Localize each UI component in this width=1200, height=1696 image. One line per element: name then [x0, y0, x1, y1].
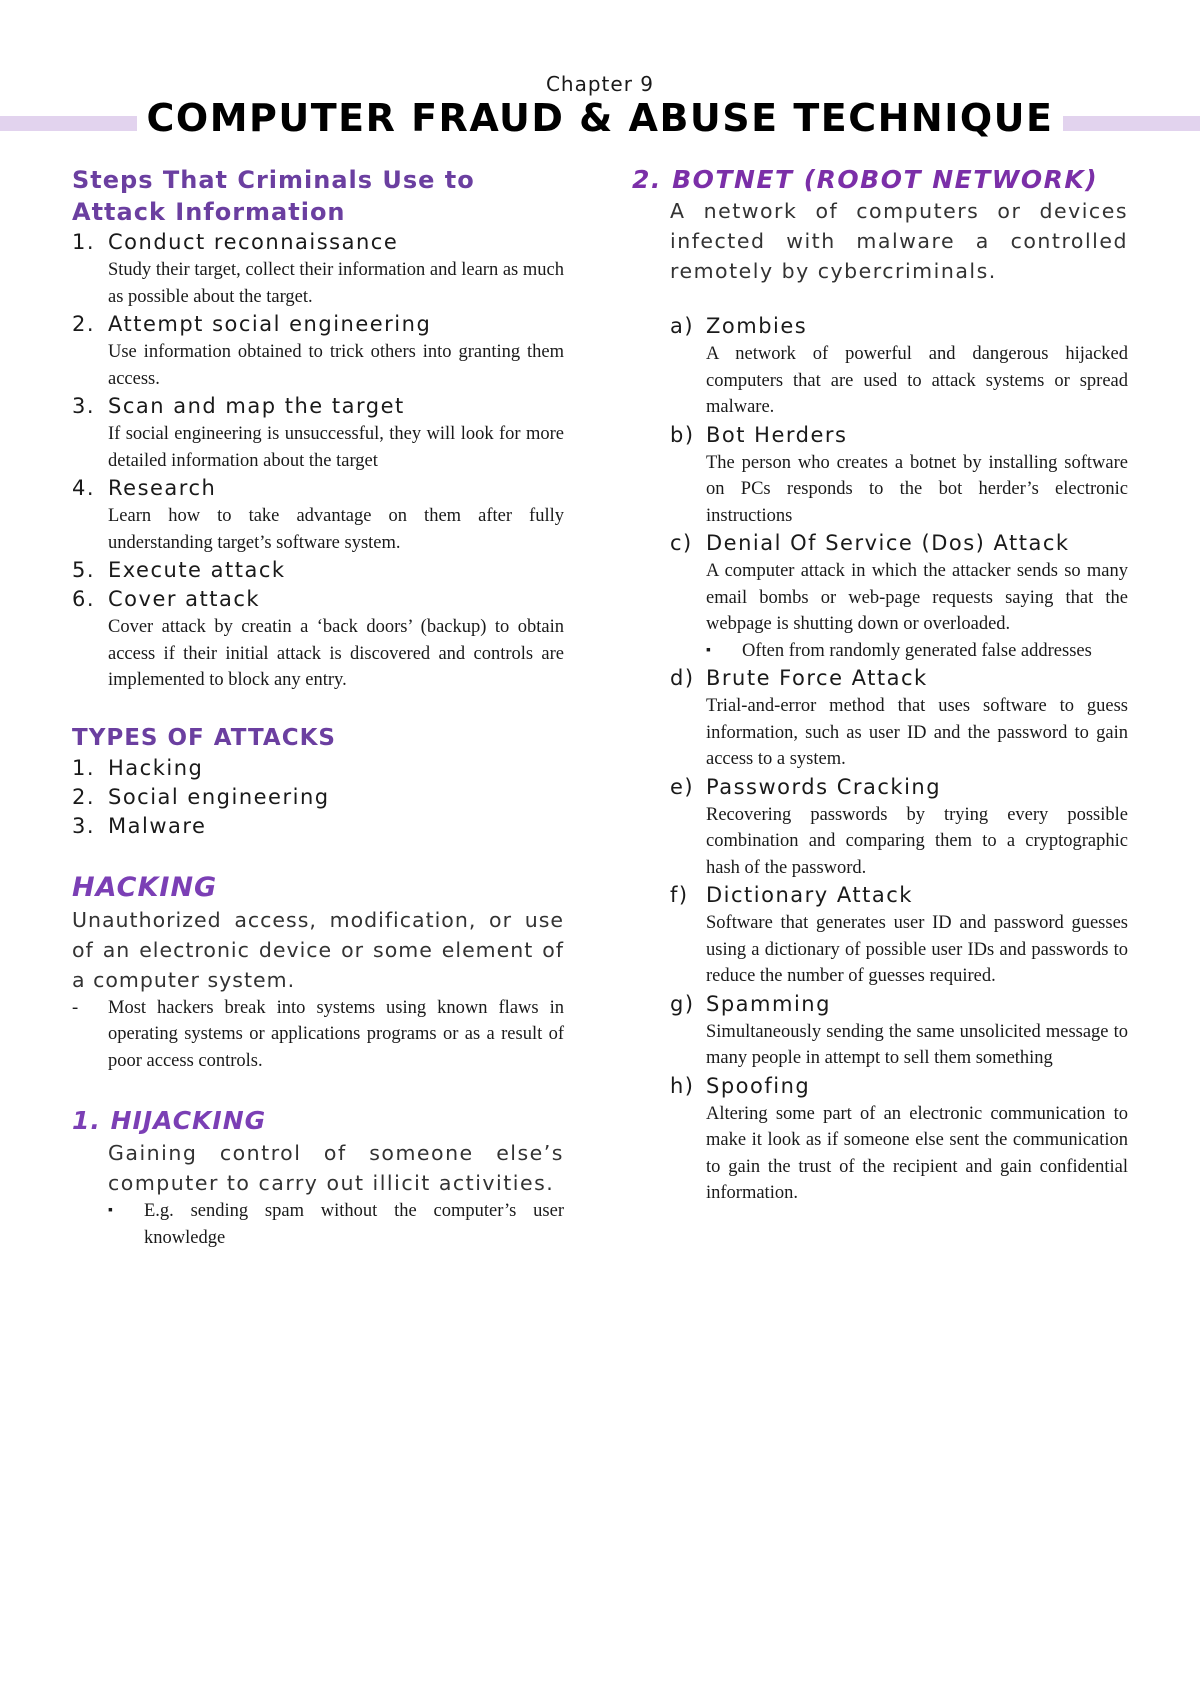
botnet-item	[670, 773, 1128, 882]
botnet-item	[670, 529, 1128, 664]
hijacking-bullet	[108, 1198, 564, 1251]
item-letter: h)	[670, 1073, 695, 1098]
botnet-item	[670, 990, 1128, 1072]
bullet-marker: ▪	[706, 642, 711, 658]
right-column	[634, 164, 1128, 1207]
item-description: Software that generates user ID and password guesses using a dictionary of possible user IDs and passwords to reduce the number of guesses required.	[706, 913, 1128, 986]
hijacking-bullet-text: E.g. sending spam without the computer’s user knowledge	[144, 1201, 564, 1248]
item-description: Recovering passwords by trying every possible combination and comparing them to a cryptographic hash of the password.	[706, 804, 1128, 878]
item-label: Dictionary Attack	[706, 883, 913, 907]
hacking-definition: Unauthorized access, modification, or use of an electronic device or some element of a computer system.	[72, 907, 564, 992]
step-label: Execute attack	[108, 558, 286, 582]
item-letter: c)	[670, 531, 693, 555]
botnet-item	[670, 881, 1128, 990]
step-number: 6.	[72, 587, 96, 611]
type-item	[72, 754, 564, 783]
type-label: Social engineering	[108, 784, 330, 809]
item-letter: f)	[670, 883, 689, 907]
dash-marker: -	[72, 997, 79, 1018]
step-item	[72, 392, 564, 474]
hacking-note-text: Most hackers break into systems using known flaws in operating systems or applications programs or as a result of poor access controls.	[108, 997, 564, 1071]
type-number: 2.	[72, 784, 96, 809]
step-item	[72, 474, 564, 556]
item-letter: a)	[670, 314, 695, 338]
type-number: 1.	[72, 755, 96, 780]
steps-heading: Steps That Criminals Use to Attack Information	[72, 166, 475, 226]
hacking-note	[72, 995, 564, 1075]
item-label: Denial Of Service (Dos) Attack	[706, 531, 1070, 555]
dos-bullet	[706, 638, 1128, 665]
type-item	[72, 783, 564, 812]
step-description: Use information obtained to trick others into granting them access.	[108, 342, 564, 389]
type-number: 3.	[72, 813, 96, 838]
step-number: 3.	[72, 394, 96, 418]
step-description: Study their target, collect their information and learn as much as possible about the target.	[108, 260, 564, 307]
botnet-item	[670, 1072, 1128, 1207]
step-item	[72, 585, 564, 694]
item-letter: d)	[670, 666, 695, 690]
item-description: A computer attack in which the attacker sends so many email bombs or web-page requests saying that the webpage is shutting down or overloaded.	[706, 561, 1128, 634]
botnet-item	[670, 421, 1128, 530]
item-label: Spoofing	[706, 1073, 811, 1098]
page-title	[0, 96, 1200, 140]
item-description: The person who creates a botnet by installing software on PCs responds to the bot herder’s electronic instructions	[706, 452, 1128, 526]
item-label: Passwords Cracking	[706, 774, 942, 799]
item-label: Brute Force Attack	[706, 666, 928, 690]
hacking-heading: HACKING	[72, 871, 218, 903]
item-label: Spamming	[706, 991, 831, 1016]
type-label: Hacking	[108, 755, 204, 780]
item-label: Bot Herders	[706, 422, 848, 447]
type-item	[72, 812, 564, 841]
step-number: 2.	[72, 312, 96, 336]
step-item	[72, 556, 564, 585]
item-letter: b)	[670, 422, 695, 447]
left-column	[72, 164, 564, 1251]
bullet-marker: ▪	[108, 1203, 113, 1218]
step-number: 1.	[72, 230, 96, 254]
step-label: Conduct reconnaissance	[108, 230, 399, 254]
step-label: Attempt social engineering	[108, 312, 432, 336]
step-description: If social engineering is unsuccessful, they will look for more detailed information about the target	[108, 424, 564, 471]
page-title-text: COMPUTER FRAUD & ABUSE TECHNIQUE	[137, 96, 1064, 140]
hijacking-heading: 1. HIJACKING	[72, 1106, 267, 1135]
type-label: Malware	[108, 813, 207, 838]
botnet-definition: A network of computers or devices infected with malware a controlled remotely by cybercriminals.	[670, 199, 1128, 283]
item-description: A network of powerful and dangerous hijacked computers that are used to attack systems or spread malware.	[706, 344, 1128, 417]
botnet-item	[670, 312, 1128, 421]
chapter-label: Chapter 9	[545, 72, 655, 96]
botnet-item	[670, 664, 1128, 773]
item-letter: g)	[670, 991, 695, 1016]
item-letter: e)	[670, 774, 695, 799]
item-description: Trial-and-error method that uses software to guess information, such as user ID and the password to gain access to a system.	[706, 696, 1128, 769]
step-item	[72, 310, 564, 392]
step-number: 4.	[72, 476, 96, 500]
step-label: Scan and map the target	[108, 394, 405, 418]
step-description: Learn how to take advantage on them after fully understanding target’s software system.	[108, 506, 564, 553]
step-label: Cover attack	[108, 587, 261, 611]
step-label: Research	[108, 476, 217, 500]
botnet-heading: 2. BOTNET (ROBOT NETWORK)	[632, 165, 1099, 194]
dos-bullet-text: Often from randomly generated false addresses	[742, 640, 1092, 661]
item-description: Altering some part of an electronic communication to make it look as if someone else sent the communication to gain the trust of the recipient and gain confidential information.	[706, 1103, 1128, 1203]
item-description: Simultaneously sending the same unsolicited message to many people in attempt to sell them something	[706, 1021, 1128, 1068]
item-label: Zombies	[706, 314, 808, 338]
step-item	[72, 228, 564, 310]
hijacking-definition: Gaining control of someone else’s computer to carry out illicit activities.	[108, 1141, 564, 1195]
step-number: 5.	[72, 558, 96, 582]
types-heading: TYPES OF ATTACKS	[72, 724, 336, 751]
step-description: Cover attack by creatin a ‘back doors’ (backup) to obtain access if their initial attack is discovered and controls are implemented to block any entry.	[108, 617, 564, 690]
